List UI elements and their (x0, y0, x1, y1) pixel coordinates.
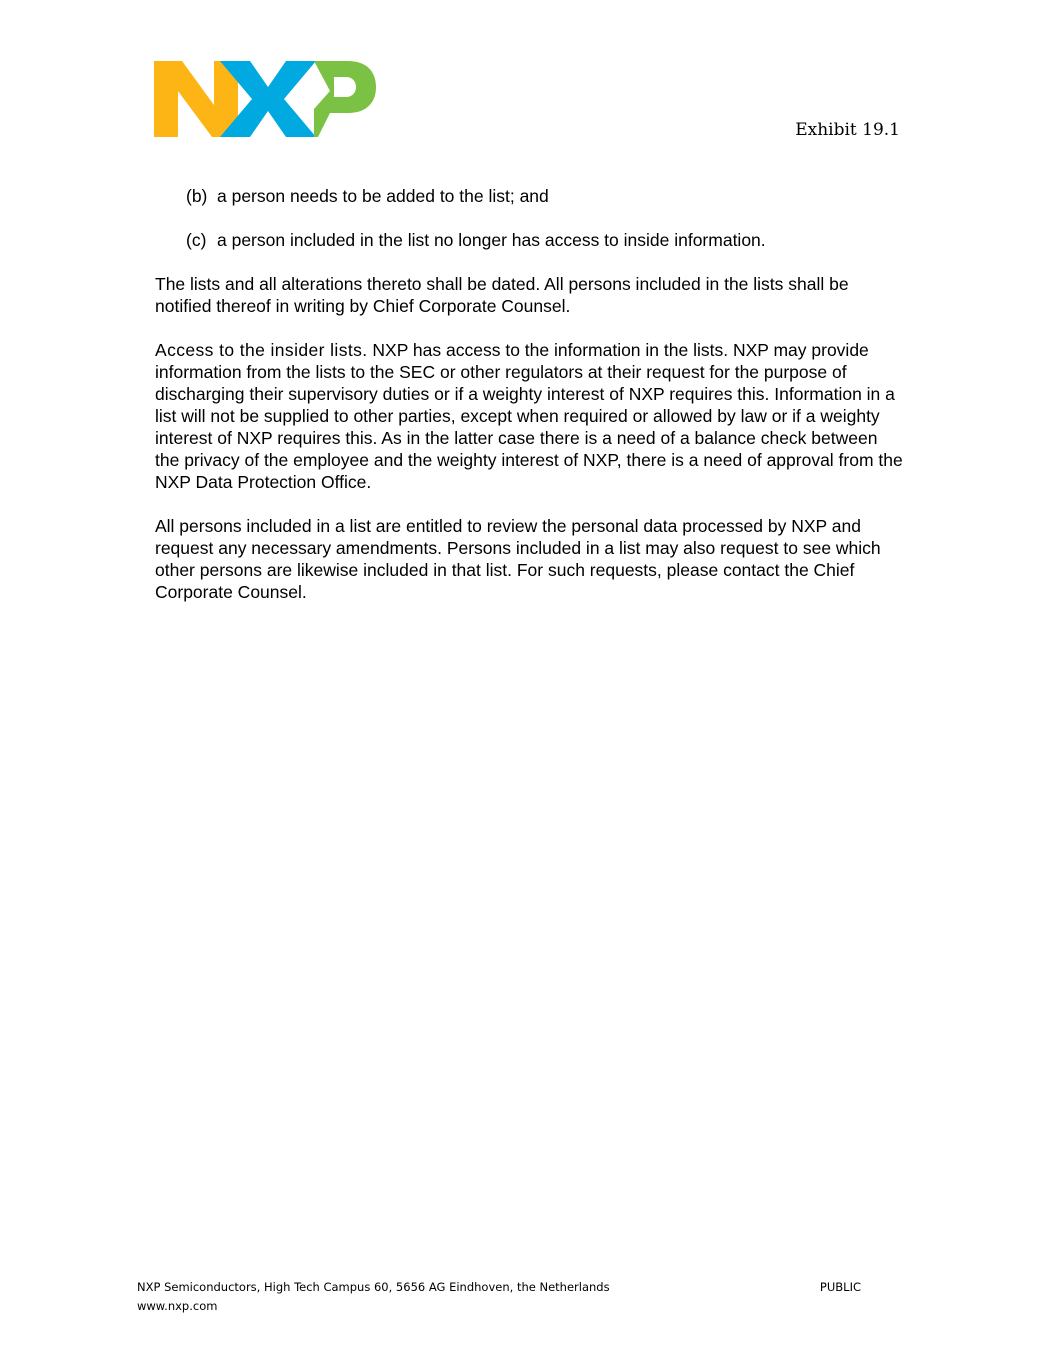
list-marker: (b) (186, 186, 208, 206)
footer-website: www.nxp.com (137, 1299, 218, 1313)
page-footer (137, 1278, 861, 1316)
list-item (186, 185, 905, 207)
paragraph-review-rights: All persons included in a list are entitled to review the personal data processed by NXP and request any necessary amendments. Persons included in a list may also request to see which other persons are likewise included in that list. For such requests, please contact the Chief Corporate Counsel. (155, 516, 881, 602)
logo-letter-n (154, 61, 238, 137)
footer-address: NXP Semiconductors, High Tech Campus 60, 5656 AG Eindhoven, the Netherlands (137, 1280, 610, 1294)
list-item (186, 229, 905, 251)
paragraph-access-text: NXP has access to the information in the lists. NXP may provide information from the lists to the SEC or other regulators at their request for the purpose of discharging their supervisory duties or if a weighty interest of NXP requires this. Information in a list will not be supplied to other parties, except when required or allowed by law or if a weighty interest of NXP requires this. As in the latter case there is a need of a balance check between the privacy of the employee and the weighty interest of NXP, there is a need of approval from the NXP Data Protection Office. (155, 340, 903, 492)
paragraph-lists-dated: The lists and all alterations thereto shall be dated. All persons included in the lists shall be notified thereof in writing by Chief Corporate Counsel. (155, 274, 849, 316)
nxp-logo (154, 61, 376, 137)
list-marker: (c) (186, 230, 207, 250)
document-body (155, 185, 905, 625)
exhibit-label: Exhibit 19.1 (795, 120, 900, 140)
list-text: a person needs to be added to the list; and (217, 186, 549, 206)
footer-classification: PUBLIC (819, 1280, 861, 1294)
logo-letter-p (314, 61, 376, 137)
paragraph-access (155, 339, 905, 493)
list-text: a person included in the list no longer has access to inside information. (217, 230, 766, 250)
paragraph-lead-heading: Access to the insider lists. (155, 340, 368, 360)
